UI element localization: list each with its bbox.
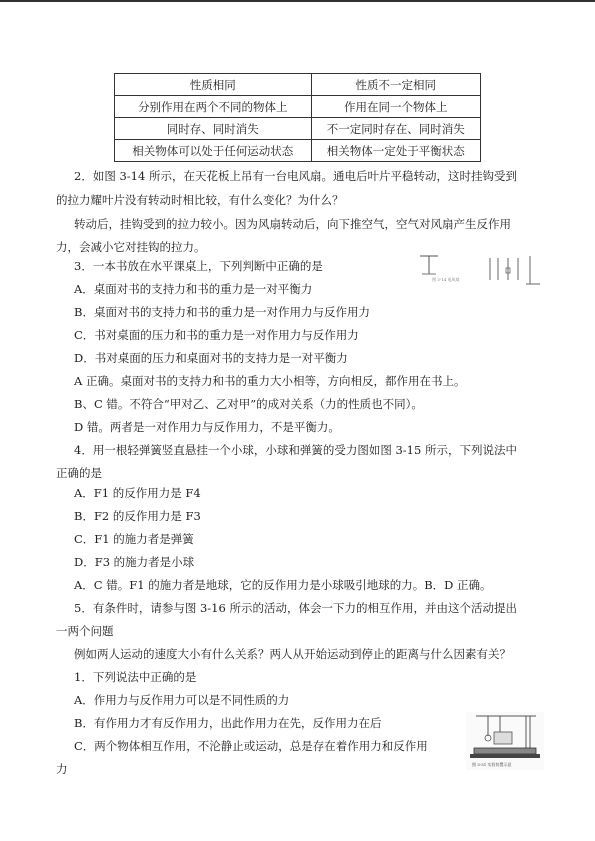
fan-figure-caption: 图 3-14 电风扇 [432,277,460,282]
option-line: 力 [56,762,68,776]
answer-line: B、C 错。不符合“甲对乙、乙对甲”的成对关系（力的性质也不同）。 [74,397,423,411]
option-line: D．书对桌面的压力和桌面对书的支持力是一对平衡力 [74,351,348,365]
paragraph-line: 力，会减小它对挂钩的拉力。 [56,240,206,254]
comparison-table [114,73,481,162]
table-row [115,140,481,162]
question-line: 4．用一根轻弹簧竖直悬挂一个小球，小球和弹簧的受力图如图 3-15 所示，下列说法中 [74,443,517,457]
answer-line: D 错。两者是一对作用力与反作用力，不是平衡力。 [74,420,340,434]
option-line: B．桌面对书的支持力和书的重力是一对作用力与反作用力 [74,305,370,319]
table-cell: 不一定同时存在、同时消失 [311,118,480,140]
question-line: 5．有条件时，请参与图 3-16 所示的活动，体会一下力的相互作用，并由这个活动提出 [74,601,517,615]
answer-line: A 正确。桌面对书的支持力和书的重力大小相等，方向相反，都作用在书上。 [74,374,466,388]
question-line: 正确的是 [56,466,102,480]
page-top-rule [0,0,595,2]
table-cell: 相关物体一定处于平衡状态 [311,140,480,162]
question-line: 1．下列说法中正确的是 [74,670,197,684]
table-header-cell: 性质不一定相同 [311,74,480,96]
table-header-row [115,74,481,96]
table-cell: 同时存、同时消失 [115,118,312,140]
paragraph-line: 的拉力耀叶片没有转动时相比较，有什么变化？为什么？ [56,193,344,207]
option-line: A．作用力与反作用力可以是不同性质的力 [74,693,290,707]
table-row [115,96,481,118]
option-line: A．桌面对书的支持力和书的重力是一对平衡力 [74,282,313,296]
paragraph-line: 2．如图 3-14 所示，在天花板上吊有一台电风扇。通电后叶片平稳转动，这时挂钩受到 [74,169,517,183]
table-row [115,118,481,140]
table-cell: 分别作用在两个不同的物体上 [115,96,312,118]
option-line: D．F3 的施力者是小球 [74,555,195,569]
option-line: C．F1 的施力者是弹簧 [74,532,194,546]
question-line: 一两个问题 [56,624,114,638]
question-line: 3．一本书放在水平课桌上，下列判断中正确的是 [74,259,323,273]
fan-figure [418,254,543,294]
answer-line: A．C 错。F1 的施力者是地球，它的反作用力是小球吸引地球的力。B．D 正确。 [74,578,492,592]
paragraph-line: 例如两人运动的速度大小有什么关系？两人从开始运动到停止的距离与什么因素有关？ [74,647,511,661]
option-line: C．书对桌面的压力和书的重力是一对作用力与反作用力 [74,328,359,342]
paragraph-line: 转动后，挂钩受到的拉力较小。因为风扇转动后，向下推空气，空气对风扇产生反作用 [74,217,511,231]
apparatus-figure [466,712,544,770]
table-cell: 作用在同一个物体上 [311,96,480,118]
option-line: A．F1 的反作用力是 F4 [74,486,201,500]
table-header-cell: 性质相同 [115,74,312,96]
option-line: B．有作用力才有反作用力，出此作用力在先，反作用力在后 [74,716,382,730]
table-cell: 相关物体可以处于任何运动状态 [115,140,312,162]
option-line: B．F2 的反作用力是 F3 [74,509,201,523]
apparatus-figure-caption: 图 3-31 实验装置示意 [472,762,512,767]
option-line: C．两个物体相互作用，不沦静止或运动，总是存在着作用力和反作用 [74,739,428,753]
